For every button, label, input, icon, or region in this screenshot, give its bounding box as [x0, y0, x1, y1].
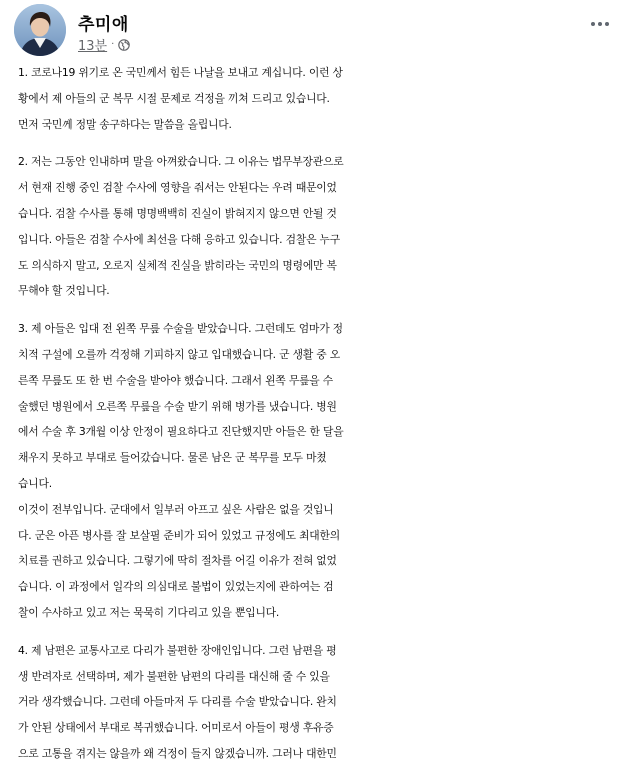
- paragraph-line: 치료를 권하고 있습니다. 그렇기에 딱히 절차를 어길 이유가 전혀 없었: [18, 554, 337, 568]
- paragraph-line: 다. 군은 아픈 병사를 잘 보살필 준비가 되어 있었고 규정에도 최대한의: [18, 528, 340, 542]
- paragraph-line: 치적 구설에 오를까 걱정해 기피하지 않고 입대했습니다. 군 생활 중 오: [18, 347, 340, 361]
- post-paragraph: [18, 149, 618, 304]
- paragraph-line: 황에서 제 아들의 군 복무 시절 문제로 걱정을 끼쳐 드리고 있습니다.: [18, 91, 330, 105]
- paragraph-line: 먼저 국민께 정말 송구하다는 말씀을 올립니다.: [18, 117, 232, 131]
- paragraph-line: 가 안된 상태에서 부대로 복귀했습니다. 어미로서 아들이 평생 후유증: [18, 721, 334, 735]
- post-paragraph: [18, 316, 618, 626]
- paragraph-line: 습니다.: [18, 476, 52, 490]
- paragraph-line: 무해야 할 것입니다.: [18, 284, 110, 298]
- post-header: [14, 4, 618, 58]
- paragraph-line: 른쪽 무릎도 또 한 번 수술을 받아야 했습니다. 그래서 왼쪽 무릎을 수: [18, 373, 333, 387]
- paragraph-line: 술했던 병원에서 오른쪽 무릎을 수술 받기 위해 병가를 냈습니다. 병원: [18, 399, 337, 413]
- meta-separator: ·: [111, 39, 115, 50]
- paragraph-line: 2. 저는 그동안 인내하며 말을 아껴왔습니다. 그 이유는 법무부장관으로: [18, 155, 344, 169]
- post-text: [18, 60, 618, 759]
- more-dot: [605, 22, 609, 26]
- paragraph-line: 입니다. 아들은 검찰 수사에 최선을 다해 응하고 있습니다. 검찰은 누구: [18, 232, 340, 246]
- paragraph-line: 서 현재 진행 중인 검찰 수사에 영향을 줘서는 안된다는 우려 때문이었: [18, 181, 337, 195]
- avatar[interactable]: [14, 4, 66, 56]
- avatar-image: [14, 4, 66, 56]
- paragraph-line: 에서 수술 후 3개월 이상 안정이 필요하다고 진단했지만 아들은 한 달을: [18, 425, 344, 439]
- post-timestamp[interactable]: 13분: [78, 39, 108, 54]
- post-paragraph: [18, 60, 618, 137]
- globe-icon[interactable]: [118, 39, 130, 51]
- post-paragraph: [18, 638, 618, 759]
- more-horizontal-icon: [591, 22, 595, 26]
- more-dot: [598, 22, 602, 26]
- paragraph-line: 이것이 전부입니다. 군대에서 일부러 아프고 싶은 사람은 없을 것입니: [18, 502, 334, 516]
- paragraph-line: 거라 생각했습니다. 그런데 아들마저 두 다리를 수술 받았습니다. 완치: [18, 695, 337, 709]
- paragraph-line: 1. 코로나19 위기로 온 국민께서 힘든 나날을 보내고 계십니다. 이런 상: [18, 66, 343, 79]
- more-options-button[interactable]: [586, 14, 614, 34]
- paragraph-line: 찰이 수사하고 있고 저는 묵묵히 기다리고 있을 뿐입니다.: [18, 605, 280, 619]
- paragraph-line: 3. 제 아들은 입대 전 왼쪽 무릎 수술을 받았습니다. 그런데도 엄마가 정: [18, 322, 343, 336]
- author-name[interactable]: 추미애: [78, 15, 129, 35]
- paragraph-line: 습니다. 이 과정에서 일각의 의심대로 불법이 있었는지에 관하여는 검: [18, 580, 334, 594]
- paragraph-line: 습니다. 검찰 수사를 통해 명명백백히 진실이 밝혀지지 않으면 안될 것: [18, 206, 337, 220]
- post-meta: [78, 35, 130, 54]
- paragraph-line: 생 반려자로 선택하며, 제가 불편한 남편의 다리를 대신해 줄 수 있을: [18, 669, 330, 683]
- paragraph-line: 으로 고통을 겪지는 않을까 왜 걱정이 들지 않겠습니까. 그러나 대한민: [18, 746, 337, 759]
- paragraph-line: 채우지 못하고 부대로 들어갔습니다. 물론 남은 군 복무를 모두 마쳤: [18, 451, 327, 465]
- paragraph-line: 도 의식하지 말고, 오로지 실체적 진실을 밝히라는 국민의 명령에만 복: [18, 258, 337, 272]
- paragraph-line: 4. 제 남편은 교통사고로 다리가 불편한 장애인입니다. 그런 남편을 평: [18, 643, 337, 657]
